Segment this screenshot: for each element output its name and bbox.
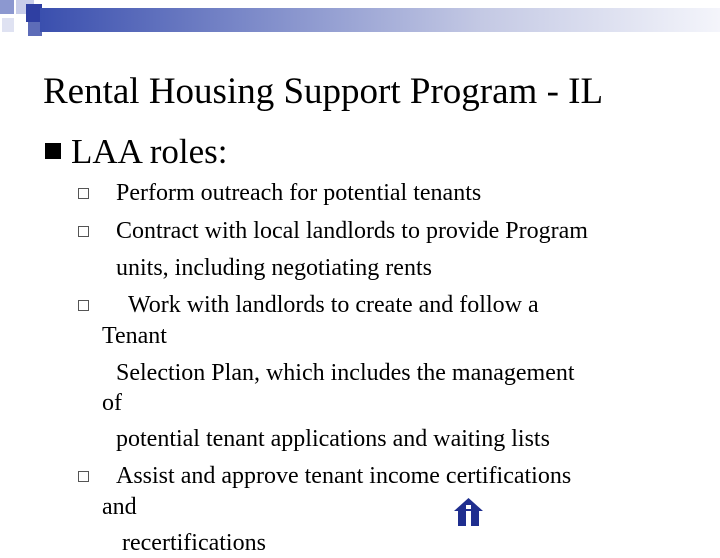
heading-text: LAA roles: — [71, 132, 228, 171]
list-item-continuation: units, including negotiating rents — [116, 255, 432, 281]
slide-title: Rental Housing Support Program - IL — [43, 71, 604, 112]
list-item-continuation: Tenant — [102, 323, 167, 349]
list-item-continuation: and — [102, 494, 137, 520]
list-item: Perform outreach for potential tenants — [116, 180, 482, 206]
hollow-square-bullet-icon — [78, 226, 89, 237]
list-item: Contract with local landlords to provide Program — [116, 218, 588, 244]
list-item: Assist and approve tenant income certifications — [116, 463, 572, 489]
home-icon[interactable] — [452, 496, 485, 528]
hollow-square-bullet-icon — [78, 471, 89, 482]
hollow-square-bullet-icon — [78, 188, 89, 199]
list-item-continuation: of — [102, 390, 122, 416]
hollow-square-bullet-icon — [78, 300, 89, 311]
decor-square — [0, 0, 14, 14]
filled-square-bullet-icon — [45, 143, 61, 159]
heading-bullet-item — [45, 131, 228, 173]
decor-square — [2, 18, 14, 32]
list-item: Work with landlords to create and follow a — [128, 292, 539, 318]
list-item-continuation: potential tenant applications and waiting lists — [116, 426, 550, 452]
list-item-continuation: recertifications — [122, 530, 266, 556]
gradient-bar — [40, 8, 720, 32]
title-bar-decoration — [0, 0, 720, 40]
list-item-continuation: Selection Plan, which includes the management — [116, 360, 575, 386]
